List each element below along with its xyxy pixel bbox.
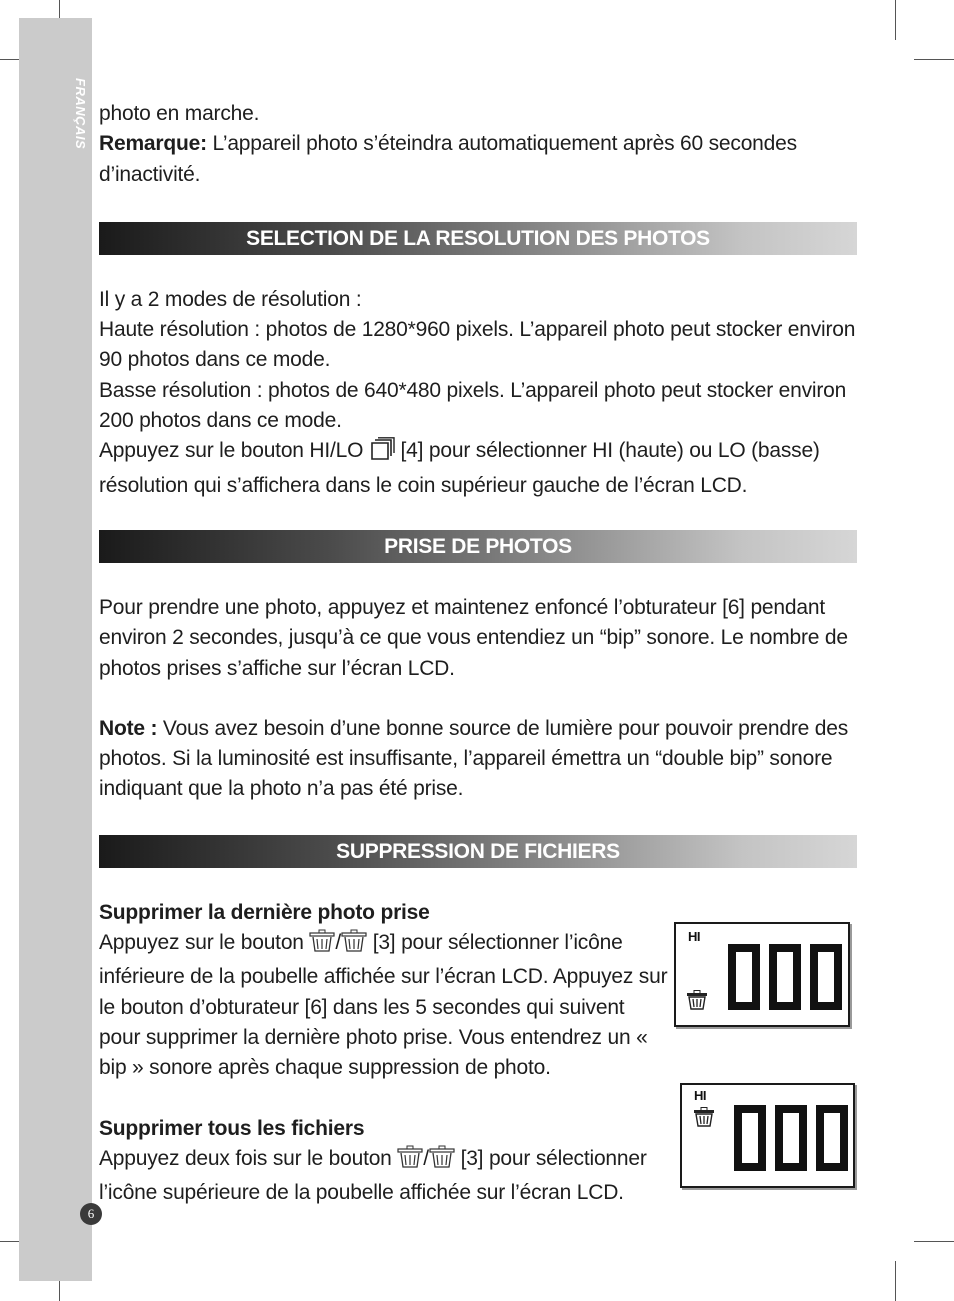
slash-text: / [423,1146,429,1170]
page-content [99,99,857,1208]
hilo-after: [4] pour sélectionner HI (haute) ou LO (basse) résolution qui s’affichera dans le coin supérieur gauche de l’écran LCD. [99,439,820,497]
language-label: FRANÇAIS [73,78,88,150]
note-label: Note : [99,716,158,740]
trash-icon [309,929,335,962]
resolution-intro: Il y a 2 modes de résolution : [99,287,362,311]
remark-paragraph [99,129,857,190]
delete-all-title: Supprimer tous les fichiers [99,1116,365,1140]
trash-icon [397,1145,423,1178]
delete-last-after: [3] pour sélectionner l’icône inférieure de la poubelle affichée sur l’écran LCD. Appuyez sur le bouton d’obturateur [6] dans les 5 secondes qui suivent pour supprimer la dernière photo prise. Vous entendrez un « bip » sonore après chaque suppression de photo. [99,931,668,1080]
remark-label: Remarque: [99,132,207,156]
section-heading-taking-photos: PRISE DE PHOTOS [99,530,857,563]
section-heading-resolution: SELECTION DE LA RESOLUTION DES PHOTOS [99,222,857,255]
intro-line: photo en marche. [99,102,260,125]
delete-all-before: Appuyez deux fois sur le bouton [99,1146,398,1170]
note-text: Vous avez besoin d’une bonne source de lumière pour pouvoir prendre des photos. Si la luminosité est insuffisante, l’appareil émettra un “double bip” sonore indiquant que la photo n’a pas été prise. [99,716,849,801]
delete-all-text [99,1144,669,1209]
lcd-counter-digits [726,942,844,1012]
trash-icon [429,1145,455,1178]
lcd-screen-delete-last [674,922,850,1027]
lcd-counter-digits [732,1103,850,1173]
hilo-instruction [99,436,857,501]
crop-mark [914,1241,954,1242]
remark-text: L’appareil photo s’éteindra automatiquement après 60 secondes d’inactivité. [99,132,797,186]
delete-last-text [99,928,669,1083]
lcd-trash-icon [693,1107,715,1132]
lcd-mode-label: HI [688,929,700,944]
page-number: 6 [80,1203,102,1225]
taking-photo-text: Pour prendre une photo, appuyez et maintenez enfoncé l’obturateur [6] pendant environ 2 secondes, jusqu’à ce que vous entendiez un “bip” sonore. Le nombre de photos prises s’affiche sur l’écran LCD. [99,595,848,680]
crop-mark [914,59,954,60]
lcd-trash-icon [686,990,708,1015]
crop-mark [895,0,896,40]
hilo-before: Appuyez sur le bouton HI/LO [99,439,369,463]
lcd-screen-delete-all [680,1083,855,1188]
crop-mark [895,1261,896,1301]
delete-all-after: [3] pour sélectionner l’icône supérieure de la poubelle affichée sur l’écran LCD. [99,1146,647,1205]
language-sidebar [19,18,92,1281]
trash-icon [341,929,367,962]
note-paragraph [99,714,857,805]
delete-last-before: Appuyez sur le bouton [99,931,310,955]
delete-last-title: Supprimer la dernière photo prise [99,900,430,924]
slash-text: / [335,931,342,955]
hilo-button-icon [369,437,395,470]
high-resolution-text: Haute résolution : photos de 1280*960 pixels. L’appareil photo peut stocker environ 90 photos dans ce mode. [99,318,856,372]
low-resolution-text: Basse résolution : photos de 640*480 pixels. L’appareil photo peut stocker environ 200 photos dans ce mode. [99,378,847,433]
lcd-mode-label: HI [694,1088,706,1103]
section-heading-deletion: SUPPRESSION DE FICHIERS [99,835,857,868]
